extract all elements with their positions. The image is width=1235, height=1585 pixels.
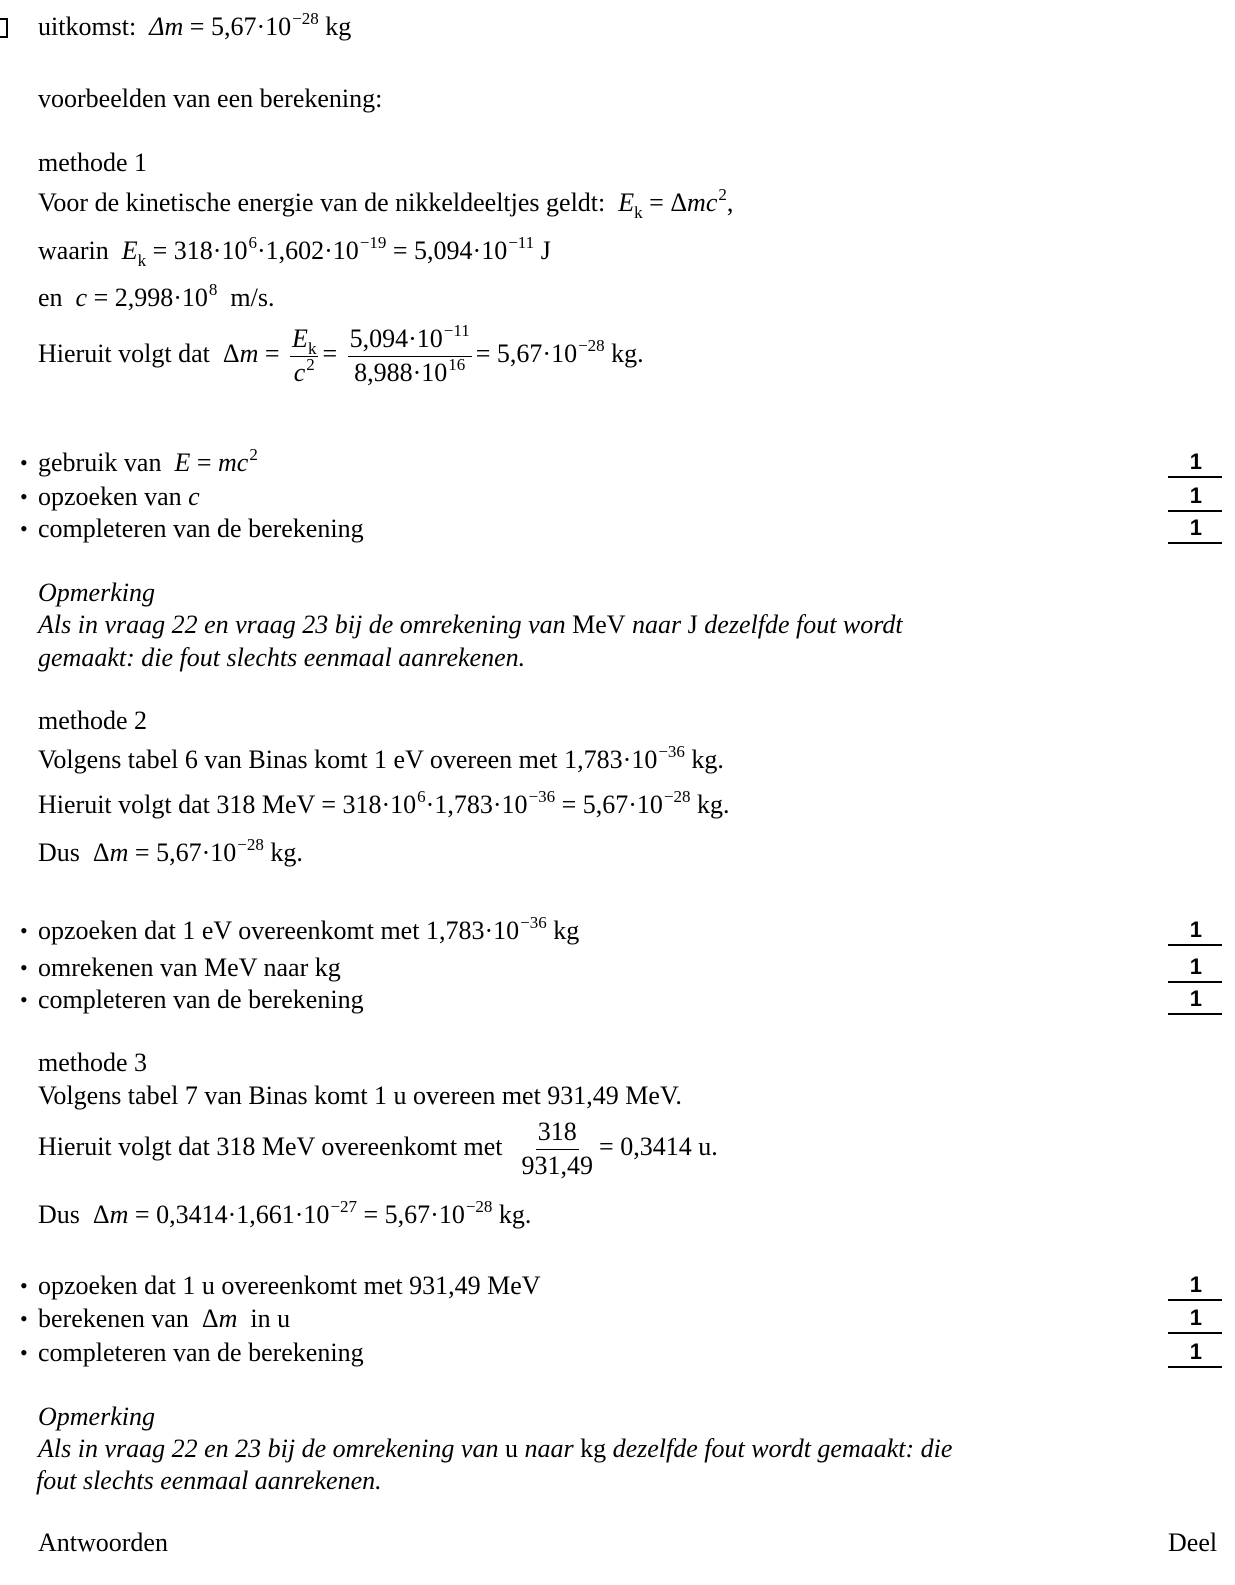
score-3-1: 1 (1168, 1274, 1222, 1301)
method1-line3: en $c = 2,998\cdot 10^8$ m/s. (38, 280, 275, 312)
method2-title: methode 2 (38, 706, 148, 735)
method1-title: methode 1 (38, 148, 148, 177)
footer-left: Antwoorden (38, 1528, 168, 1557)
criterion-2-1: • opzoeken dat 1 eV overeenkomt met $1,783\cdot 10^{-36}$ kg (20, 918, 579, 944)
criterion-1-1: • gebruik van $E = mc^2$ (20, 450, 258, 476)
criterion-1-2: • opzoeken van c (20, 484, 200, 510)
fraction-values: $\frac{5,094\cdot 10^{-11}}{8,988\cdot 10^{16}}$ (349, 321, 470, 387)
score-2-1: 1 (1168, 919, 1222, 946)
method3-title: methode 3 (38, 1048, 148, 1077)
method1-line2: waarin $E_k = 318\cdot 10^6\cdot 1,602\cdot 10^{-19} = 5,094\cdot 10^{-11}$ J (38, 233, 551, 270)
intro-text: voorbeelden van een berekening: (38, 84, 383, 113)
criterion-3-3: • completeren van de berekening (20, 1340, 364, 1366)
criterion-3-2: • berekenen van Δm in u (20, 1306, 290, 1332)
method2-line1: Volgens tabel 6 van Binas komt 1 eV overeen met $1,783\cdot 10^{-36}$ kg. (38, 742, 724, 774)
criterion-3-1: • opzoeken dat 1 u overeenkomt met 931,49 MeV (20, 1273, 541, 1299)
fraction-318: $\frac{318}{931,49}$ (521, 1117, 594, 1180)
note2-title: Opmerking (38, 1402, 155, 1431)
score-2-3: 1 (1168, 988, 1222, 1015)
criterion-2-2: • omrekenen van MeV naar kg (20, 955, 341, 981)
method3-line2: Hieruit volgt dat 318 MeV overeenkomt met $\frac{318}{931,49}$ = 0,3414 u. (38, 1117, 718, 1180)
method1-line1: Voor de kinetische energie van de nikkeldeeltjes geldt: $E_k = \Delta mc^2$, (38, 185, 734, 222)
score-3-3: 1 (1168, 1341, 1222, 1368)
score-3-2: 1 (1168, 1307, 1222, 1334)
result-line: uitkomst: $\Delta m = 5,67\cdot 10^{-28}$ kg (38, 9, 352, 41)
score-1-1: 1 (1168, 451, 1222, 478)
score-2-2: 1 (1168, 956, 1222, 983)
score-1-2: 1 (1168, 485, 1222, 512)
method2-line2: Hieruit volgt dat 318 MeV = $318\cdot 10^6\cdot 1,783\cdot 10^{-36} = 5,67\cdot 10^{-28}$ kg. (38, 787, 730, 819)
note2-line1: Als in vraag 22 en 23 bij de omrekening van u naar kg dezelfde fout wordt gemaakt: die (38, 1434, 953, 1463)
checkbox-mark (0, 18, 8, 38)
method2-line3: Dus $\Delta m = 5,67\cdot 10^{-28}$ kg. (38, 835, 303, 867)
criterion-2-3: • completeren van de berekening (20, 987, 364, 1013)
method1-line4: Hieruit volgt dat Δm = $\frac{E_k}{c^2}$ = $\frac{5,094\cdot 10^{-11}}{8,988\cdot 10^{16}}$ = $5,67\cdot 10^{-28}$ kg. (38, 321, 644, 387)
method3-line1: Volgens tabel 7 van Binas komt 1 u overeen met 931,49 MeV. (38, 1081, 682, 1110)
fraction-ek-c2: $\frac{E_k}{c^2}$ (292, 324, 317, 387)
note1-title: Opmerking (38, 578, 155, 607)
note1-line2: gemaakt: die fout slechts eenmaal aanrekenen. (38, 643, 526, 672)
note2-line2: fout slechts eenmaal aanrekenen. (36, 1466, 382, 1495)
method3-line3: Dus $\Delta m = 0,3414\cdot 1,661\cdot 10^{-27} = 5,67\cdot 10^{-28}$ kg. (38, 1197, 532, 1229)
score-1-3: 1 (1168, 517, 1222, 544)
footer-right: Deel (1168, 1528, 1218, 1557)
note1-line1: Als in vraag 22 en vraag 23 bij de omrekening van MeV naar J dezelfde fout wordt (38, 610, 903, 639)
criterion-1-3: • completeren van de berekening (20, 516, 364, 542)
